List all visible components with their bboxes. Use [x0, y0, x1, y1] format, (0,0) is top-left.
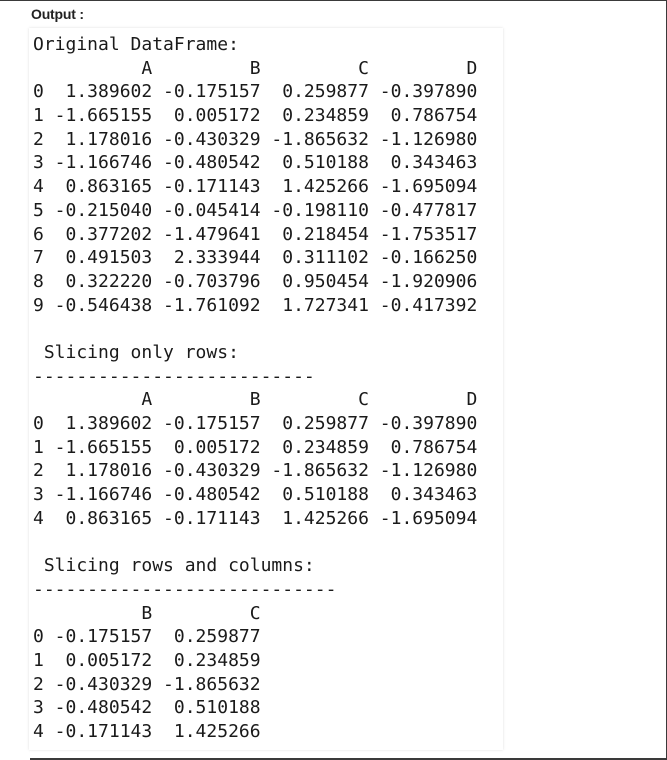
console-line: ---------------------------- [33, 578, 337, 600]
console-line [33, 530, 477, 554]
console-line: A B C D [33, 389, 478, 411]
console-line: 2 1.178016 -0.430329 -1.865632 -1.126980 [33, 460, 478, 482]
console-line: 3 -1.166746 -0.480542 0.510188 0.343463 [33, 484, 478, 506]
console-line: 3 -1.166746 -0.480542 0.510188 0.343463 [33, 152, 478, 174]
console-output-panel [29, 28, 503, 750]
console-line: 1 -1.665155 0.005172 0.234859 0.786754 [33, 436, 478, 458]
console-line: 9 -0.546438 -1.761092 1.727341 -0.417392 [33, 294, 478, 316]
console-line: Slicing only rows: [33, 341, 239, 363]
console-line: 6 0.377202 -1.479641 0.218454 -1.753517 [33, 223, 478, 245]
console-line: 4 -0.171143 1.425266 [33, 720, 261, 742]
console-line: 7 0.491503 2.333944 0.311102 -0.166250 [33, 247, 478, 269]
console-line [33, 317, 477, 341]
console-line: 0 1.389602 -0.175157 0.259877 -0.397890 [33, 81, 478, 103]
console-line: A B C D [33, 57, 478, 79]
console-line: 1 -1.665155 0.005172 0.234859 0.786754 [33, 105, 478, 127]
console-line: Original DataFrame: [33, 34, 239, 55]
console-line: 0 1.389602 -0.175157 0.259877 -0.397890 [33, 413, 478, 434]
console-line: 4 0.863165 -0.171143 1.425266 -1.695094 [33, 176, 478, 198]
console-line: 2 -0.430329 -1.865632 [33, 673, 261, 695]
console-text [33, 33, 477, 744]
console-line: 0 -0.175157 0.259877 [33, 626, 261, 648]
console-line: 1 0.005172 0.234859 [33, 649, 261, 671]
top-divider [0, 0, 667, 1]
console-line: 8 0.322220 -0.703796 0.950454 -1.920906 [33, 270, 478, 292]
console-line: 5 -0.215040 -0.045414 -0.198110 -0.477817 [33, 199, 478, 221]
console-line: Slicing rows and columns: [33, 555, 315, 577]
console-line: B C [33, 602, 261, 624]
output-label: Output : [31, 6, 84, 22]
console-line: -------------------------- [33, 365, 315, 387]
console-line: 3 -0.480542 0.510188 [33, 697, 261, 719]
console-line: 2 1.178016 -0.430329 -1.865632 -1.126980 [33, 128, 478, 150]
console-line: 4 0.863165 -0.171143 1.425266 -1.695094 [33, 507, 478, 529]
